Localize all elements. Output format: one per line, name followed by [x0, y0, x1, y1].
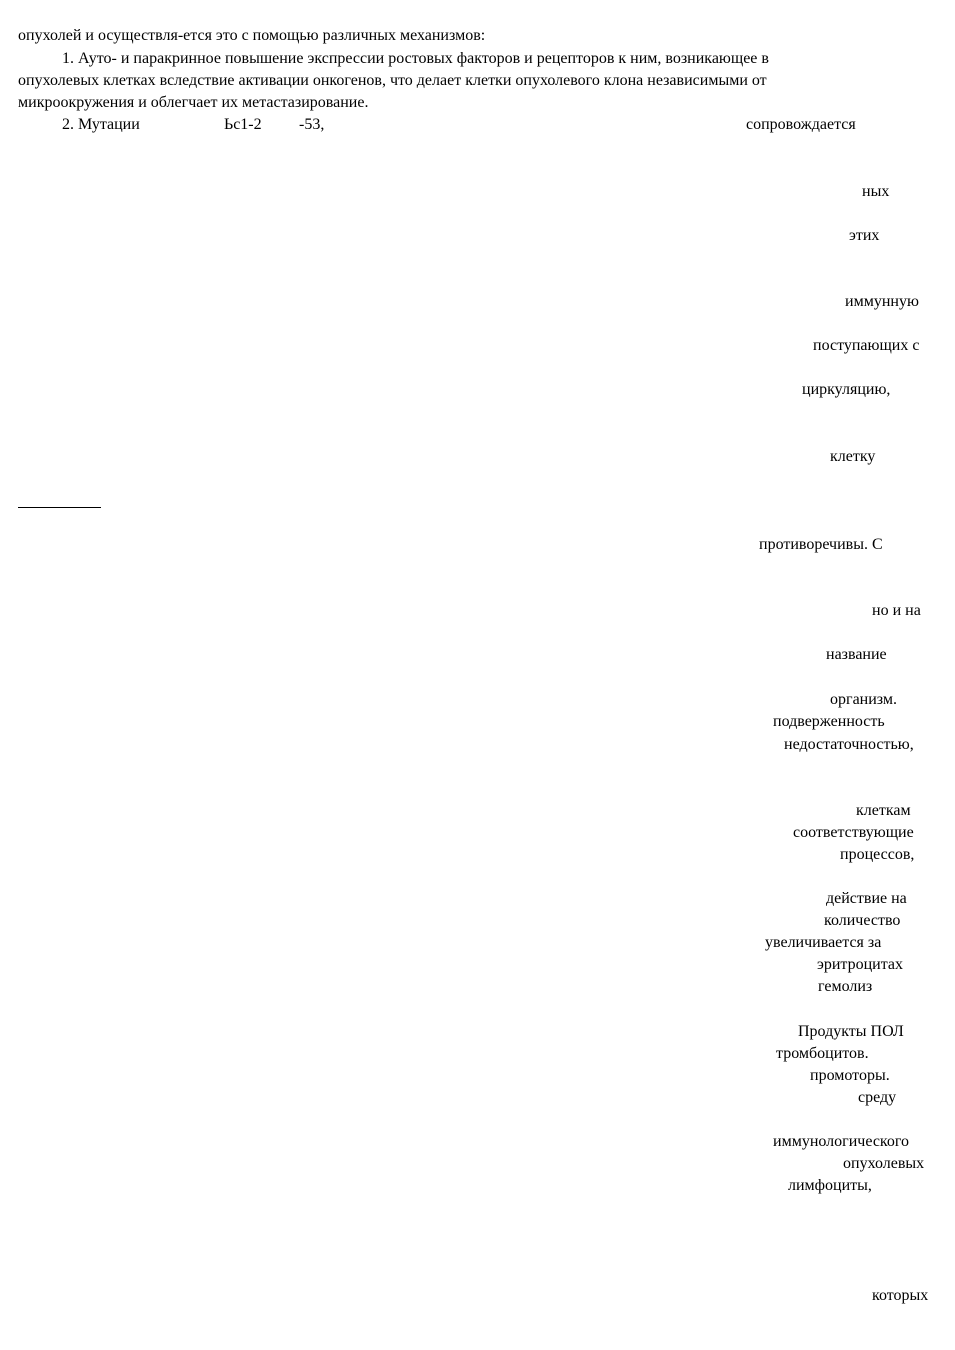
- item-2-tail: сопровождается: [746, 116, 856, 133]
- item-1-line-1: 1. Ауто- и паракринное повышение экспрессии ростовых факторов и рецепторов к ним, возникающее в: [62, 50, 769, 67]
- text-fragment: гемолиз: [818, 978, 873, 995]
- text-fragment: циркуляцию,: [802, 381, 891, 398]
- item-2-gene-1: Ьс1-2: [224, 116, 262, 133]
- item-2-label: 2. Мутации: [62, 116, 140, 133]
- text-fragment: количество: [824, 912, 901, 929]
- text-fragment: клетку: [830, 448, 876, 465]
- text-fragment: процессов,: [840, 846, 915, 863]
- text-fragment: поступающих с: [813, 337, 920, 354]
- footnote-separator: [18, 507, 101, 508]
- text-fragment: среду: [858, 1089, 897, 1106]
- text-fragment: тромбоцитов.: [776, 1045, 869, 1062]
- text-fragment: противоречивы. С: [759, 536, 883, 553]
- text-fragment: недостаточностью,: [784, 736, 914, 753]
- text-fragment: действие на: [826, 890, 907, 907]
- text-fragment: лимфоциты,: [788, 1177, 872, 1194]
- text-fragment: соответствующие: [793, 824, 914, 841]
- text-fragment: эритроцитах: [817, 956, 904, 973]
- text-fragment: но и на: [872, 602, 921, 619]
- text-fragment: которых: [872, 1287, 929, 1304]
- text-fragment: Продукты ПОЛ: [798, 1023, 904, 1040]
- text-fragment: увеличивается за: [765, 934, 882, 951]
- paragraph-intro: опухолей и осуществля-ется это с помощью различных механизмов:: [18, 27, 486, 44]
- item-2-gene-2: -53,: [299, 116, 325, 133]
- item-1-line-3: микроокружения и облегчает их метастазирование.: [18, 94, 369, 111]
- text-fragment: ных: [862, 183, 890, 200]
- text-fragment: промоторы.: [810, 1067, 890, 1084]
- text-fragment: иммунную: [845, 293, 919, 310]
- text-fragment: клеткам: [856, 802, 911, 819]
- text-fragment: организм.: [830, 691, 898, 708]
- text-fragment: подверженность: [773, 713, 885, 730]
- text-fragment: название: [826, 646, 887, 663]
- text-fragment: опухолевых: [843, 1155, 925, 1172]
- item-1-line-2: опухолевых клетках вследствие активации онкогенов, что делает клетки опухолевого клона независимыми от: [18, 72, 767, 89]
- text-fragment: этих: [849, 227, 880, 244]
- text-fragment: иммунологического: [773, 1133, 910, 1150]
